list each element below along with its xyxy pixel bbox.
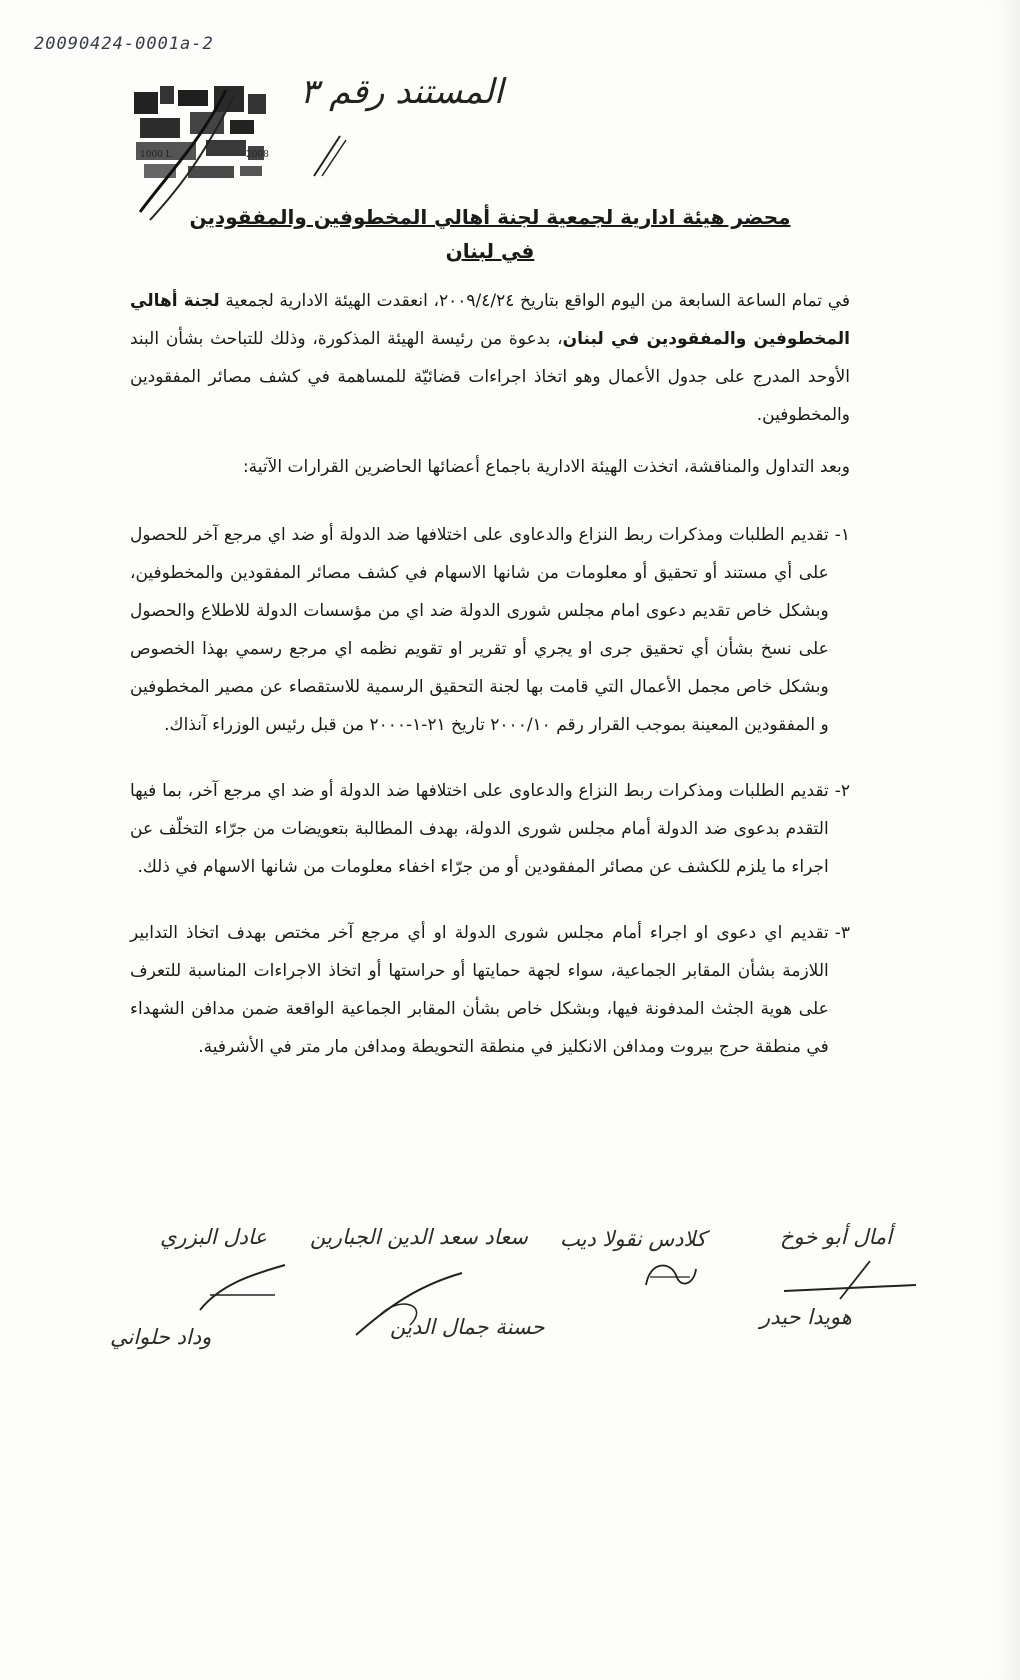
signature-stroke-icon (640, 1255, 700, 1295)
stamp-caption-right: 2008 (246, 150, 269, 160)
signature-name: سعاد سعد الدين الجبارين (310, 1225, 528, 1249)
decision-item-number: ٣- (834, 923, 850, 943)
document-body (130, 200, 850, 1094)
decision-item-text: تقديم الطلبات ومذكرات ربط النزاع والدعاوى على اختلافها ضد الدولة أو ضد اي مرجع آخر للحصول على أي مستند أو تحقيق أو معلومات من شانها الاسهام في كشف مصائر المفقودين والمخطوفين، وبشكل خاص تقديم دعوى امام مجلس شورى الدولة ضد اي من مؤسسات الدولة للاطلاع والحصول على نسخ بشأن أي تحقيق جرى او يجري أو تقرير او تقويم نظمه اي مرجع رسمي بهذا الخصوص وبشكل خاص مجمل الأعمال التي قامت بها لجنة التحقيق الرسمية للاستقصاء عن مصير المخطوفين و المفقودين المعينة بموجب القرار رقم ٢٠٠٠/١٠ تاريخ ٢١-١-٢٠٠٠ من قبل رئيس الوزراء آنذاك. (130, 525, 829, 735)
signature-name: هويدا حيدر (760, 1305, 852, 1329)
intro-part-1: في تمام الساعة السابعة من اليوم الواقع بتاريخ ٢٠٠٩/٤/٢٤، انعقدت الهيئة الادارية لجمعية (225, 291, 850, 311)
label-mark-icon (310, 130, 350, 180)
organization-name: لجنة أهالي المخطوفين والمفقودين في لبنان (130, 291, 850, 349)
document-label: المستند رقم ٣ (300, 72, 504, 112)
intro-paragraph (130, 282, 850, 434)
decision-item-number: ١- (834, 525, 850, 545)
reference-code: 20090424-0001a-2 (34, 34, 214, 54)
decision-item (130, 914, 850, 1066)
signatures-block (110, 1225, 940, 1365)
signature-name: كلادس نقولا ديب (560, 1227, 706, 1251)
document-title: محضر هيئة ادارية لجمعية لجنة أهالي المخطوفين والمفقودين في لبنان (189, 205, 791, 263)
signature-name: حسنة جمال الدين (390, 1315, 545, 1339)
decision-item (130, 516, 850, 744)
signature-stroke-icon (780, 1255, 920, 1305)
decision-item-text: تقديم الطلبات ومذكرات ربط النزاع والدعاوى على اختلافها ضد الدولة أو ضد اي مرجع آخر، بما فيها التقدم بدعوى ضد الدولة أمام مجلس شورى الدولة، بهدف المطالبة بتعويضات من جرّاء التخلّف عن اجراء ما يلزم للكشف عن مصائر المفقودين أو من جرّاء اخفاء معلومات من شانها الاسهام في ذلك. (130, 781, 829, 877)
stamp-caption-left: 1000 L (140, 150, 172, 160)
signature-name: أمال أبو خوخ (780, 1225, 893, 1249)
decision-intro: وبعد التداول والمناقشة، اتخذت الهيئة الادارية باجماع أعضائها الحاضرين القرارات الآتية: (242, 457, 850, 477)
decision-item-text: تقديم اي دعوى او اجراء أمام مجلس شورى الدولة او أي مرجع آخر مختص بهدف اتخاذ التدابير اللازمة بشأن المقابر الجماعية، سواء لجهة حمايتها أو حراستها أو اتخاذ الاجراءات المناسبة للتعرف على هوية الجثث المدفونة فيها، وبشكل خاص بشأن المقابر الجماعية الواقعة ضمن مدافن الشهداء في منطقة حرج بيروت ومدافن الانكليز في منطقة التحويطة ومدافن مار متر في الأشرفية. (130, 923, 829, 1057)
decision-item (130, 772, 850, 886)
signature-stroke-icon (190, 1255, 290, 1315)
intro-part-2: ، بدعوة من رئيسة الهيئة المذكورة، وذلك للتباحث بشأن البند الأوحد المدرج على جدول الأعمال وهو اتخاذ اجراءات قضائيّة للمساهمة في كشف مصائر المفقودين والمخطوفين. (130, 329, 850, 425)
signature-name: عادل البزري (160, 1225, 267, 1249)
signature-name: وداد حلواني (110, 1325, 212, 1349)
decision-item-number: ٢- (834, 781, 850, 801)
signature-stroke-icon (350, 1265, 470, 1345)
